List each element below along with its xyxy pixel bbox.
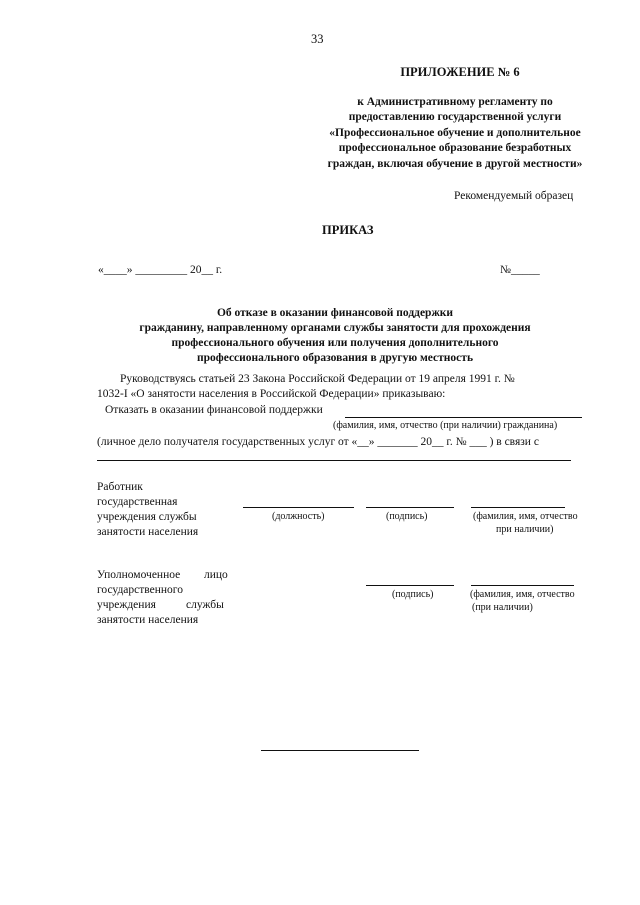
- case-line: (личное дело получателя государственных услуг от «__» _______ 20__ г. № ___ ) в связи с: [97, 436, 539, 448]
- sig2-fio-line: [471, 585, 574, 586]
- sig2-role-line-1b: лицо: [204, 569, 228, 581]
- sig1-fio-caption-1: (фамилия, имя, отчество: [473, 511, 578, 522]
- bottom-separator: [261, 750, 419, 751]
- sig2-role-line-4: занятости населения: [97, 614, 199, 626]
- subject-line-4: профессионального образования в другую местность: [196, 352, 474, 364]
- sig2-role-line-2: государственного: [97, 584, 183, 596]
- subject-line-3: профессионального обучения или получения дополнительного: [171, 337, 499, 349]
- doc-title: ПРИКАЗ: [322, 223, 374, 237]
- sig1-fio-caption-2: при наличии): [496, 524, 554, 535]
- sig2-fio-caption-1: (фамилия, имя, отчество: [470, 589, 575, 600]
- sig1-position-line: [243, 507, 354, 508]
- sig1-signature-line: [366, 507, 454, 508]
- sig1-role-line-3: учреждения службы: [97, 511, 197, 523]
- appendix-line-3: «Профессиональное обучение и дополнительное: [329, 127, 581, 139]
- citizen-fio-field-line: [345, 417, 582, 418]
- citizen-fio-caption: (фамилия, имя, отчество (при наличии) гражданина): [333, 420, 558, 431]
- appendix-line-4: профессиональное образование безработных: [338, 142, 572, 154]
- appendix-line-2: предоставлению государственной услуги: [348, 111, 562, 123]
- sig1-role-line-2: государственная: [97, 496, 178, 508]
- sample-note: Рекомендуемый образец: [454, 190, 574, 202]
- subject-line-1: Об отказе в оказании финансовой поддержки: [216, 307, 454, 319]
- date-line: «____» _________ 20__ г.: [98, 264, 223, 276]
- sig1-role-line-1: Работник: [97, 481, 143, 493]
- sig2-signature-line: [366, 585, 454, 586]
- sig2-fio-caption-2: (при наличии): [472, 602, 533, 613]
- appendix-title: ПРИЛОЖЕНИЕ № 6: [400, 65, 520, 79]
- sig2-role-line-3b: службы: [186, 599, 224, 611]
- subject-line-2: гражданину, направленному органами службы занятости для прохождения: [139, 322, 531, 334]
- number-line: №_____: [500, 264, 540, 276]
- sig1-role-line-4: занятости населения: [97, 526, 199, 538]
- appendix-line-5: граждан, включая обучение в другой местности»: [327, 158, 583, 170]
- body-para1-line1: Руководствуясь статьей 23 Закона Российской Федерации от 19 апреля 1991 г. №: [120, 373, 515, 385]
- appendix-line-1: к Административному регламенту по: [357, 96, 553, 108]
- refuse-text: Отказать в оказании финансовой поддержки: [105, 404, 323, 416]
- page-number: 33: [311, 32, 324, 46]
- sig2-role-line-3a: учреждения: [97, 599, 156, 611]
- sig1-signature-caption: (подпись): [386, 511, 428, 522]
- reason-field-line: [97, 460, 571, 461]
- sig2-signature-caption: (подпись): [392, 589, 434, 600]
- sig1-position-caption: (должность): [272, 511, 325, 522]
- sig1-fio-line: [471, 507, 565, 508]
- body-para1-line2: 1032-I «О занятости населения в Российской Федерации» приказываю:: [97, 388, 446, 400]
- sig2-role-line-1a: Уполномоченное: [97, 569, 181, 581]
